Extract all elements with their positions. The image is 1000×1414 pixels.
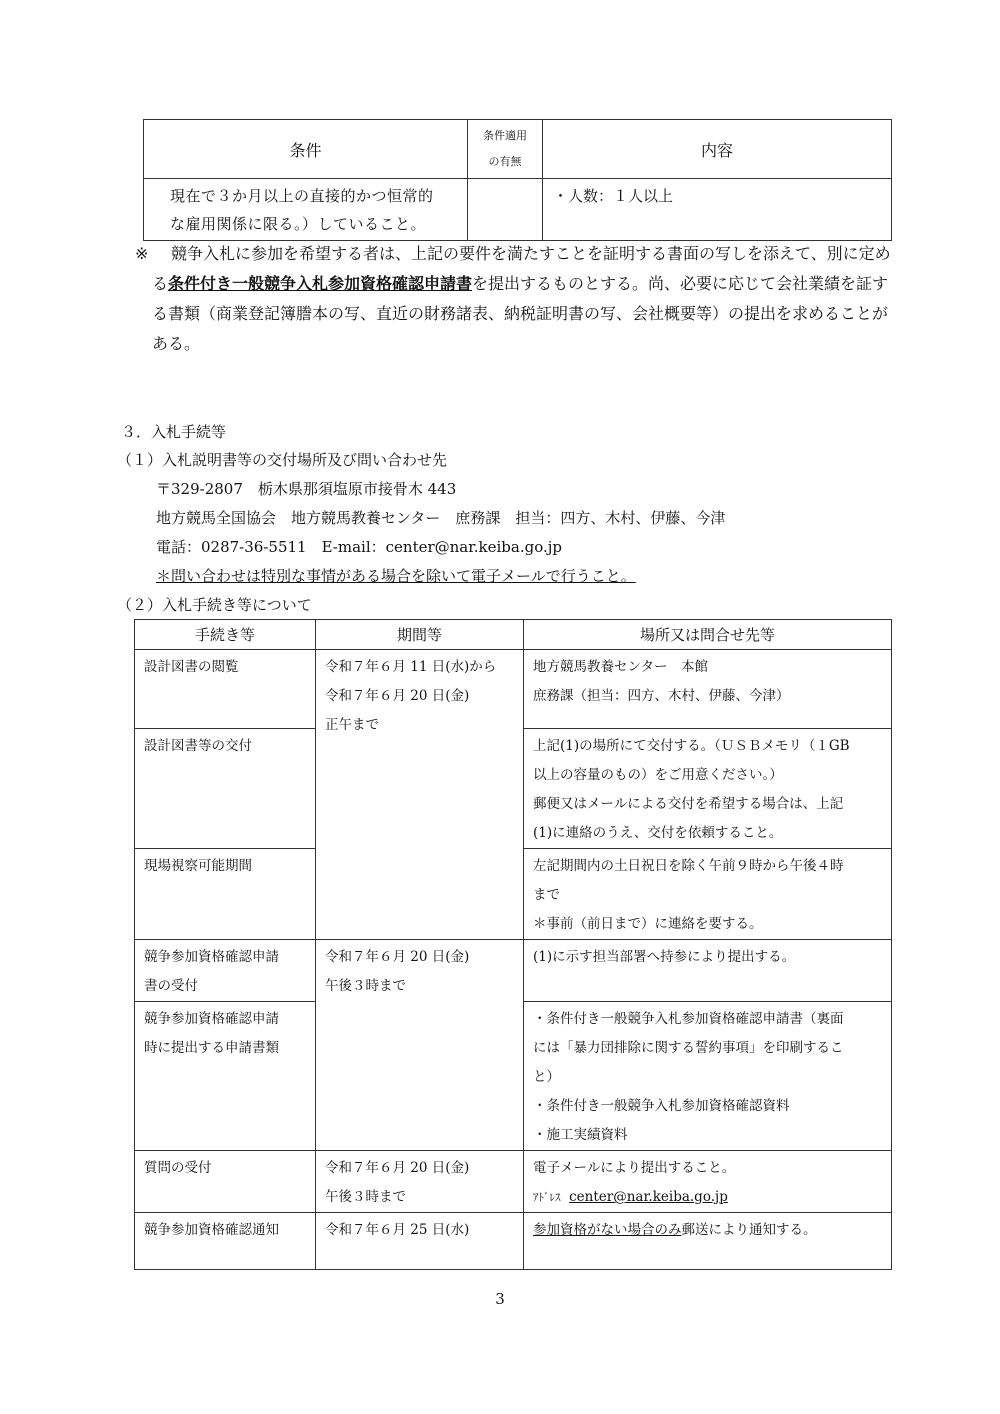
organization: 地方競馬全国協会 地方競馬教養センター 庶務課 担当：四方、木村、伊藤、今津 (156, 509, 726, 527)
email-link[interactable]: center@nar.keiba.go.jp (569, 1189, 728, 1205)
section-title: ３．入札手続等 (121, 423, 227, 441)
header-cond: 条件 (144, 120, 468, 179)
header-procedure: 手続き等 (135, 620, 316, 650)
inquiry-notice: ＊問い合わせは特別な事情がある場合を除いて電子メールで行うこと。 (156, 567, 636, 585)
note-mark: ※ (135, 244, 149, 263)
conditions-table (143, 119, 892, 241)
header-period: 期間等 (316, 620, 524, 650)
form-name: 条件付き一般競争入札参加資格確認申請書 (168, 274, 473, 293)
subsection-1-title: （１）入札説明書等の交付場所及び問い合わせ先 (117, 451, 448, 469)
page-number: 3 (495, 1290, 505, 1308)
header-content: 内容 (543, 120, 892, 179)
schedule-table (134, 619, 892, 1270)
table-row: 設計図書の閲覧 令和７年６月 11 日(水)から 令和７年６月 20 日(金) 正午まで 地方競馬教養センター 本館 庶務課（担当：四方、木村、伊藤、今津） (135, 650, 892, 729)
table-row: 競争参加資格確認通知 令和７年６月 25 日(水) 参加資格がない場合のみ郵送により通知する。 (135, 1213, 892, 1270)
address-label: ｱﾄﾞﾚｽ (533, 1191, 561, 1204)
cond-cell: 現在で３か月以上の直接的かつ恒常的 な雇用関係に限る。）していること。 (144, 179, 468, 241)
note-paragraph: ※ 競争入札に参加を希望する者は、上記の要件を満たすことを証明する書面の写しを添えて、別に定める条件付き一般競争入札参加資格確認申請書を提出するものとする。尚、必要に応じて会社業績を証する書類（商業登記簿謄本の写、直近の財務諸表、納税証明書の写、会社概要等）の提出を求めることがある。 (130, 239, 900, 359)
content-cell: ・人数：１人以上 (543, 179, 892, 241)
table-row: 競争参加資格確認申請 時に提出する申請書類 ・条件付き一般競争入札参加資格確認申請書（裏面 には「暴力団排除に関する誓約事項」を印刷するこ と） ・条件付き一般競争入札参加資格確認資料 ・施工実績資料 (135, 1002, 892, 1151)
address: 〒329-2807 栃木県那須塩原市接骨木 443 (156, 480, 457, 498)
header-applies: 条件適用 の有無 (468, 120, 543, 179)
table-row: 質問の受付 令和７年６月 20 日(金) 午後３時まで 電子メールにより提出すること。 ｱﾄﾞﾚｽ center@nar.keiba.go.jp (135, 1151, 892, 1213)
applies-cell (468, 179, 543, 241)
contact: 電話：0287-36-5511 E-mail：center@nar.keiba.go.jp (156, 538, 563, 556)
header-place: 場所又は問合せ先等 (524, 620, 892, 650)
table-row: 現場視察可能期間 左記期間内の土日祝日を除く午前９時から午後４時 まで ＊事前（前日まで）に連絡を要する。 (135, 849, 892, 940)
table-row: 設計図書等の交付 上記(1)の場所にて交付する。（ＵＳＢメモリ（１GB 以上の容量のもの）をご用意ください。） 郵便又はメールによる交付を希望する場合は、上記 (1)に連絡のうえ、交付を依頼すること。 (135, 729, 892, 849)
subsection-2-title: （２）入札手続き等について (117, 596, 312, 614)
table-row: 競争参加資格確認申請 書の受付 令和７年６月 20 日(金) 午後３時まで (1)に示す担当部署へ持参により提出する。 (135, 940, 892, 1002)
